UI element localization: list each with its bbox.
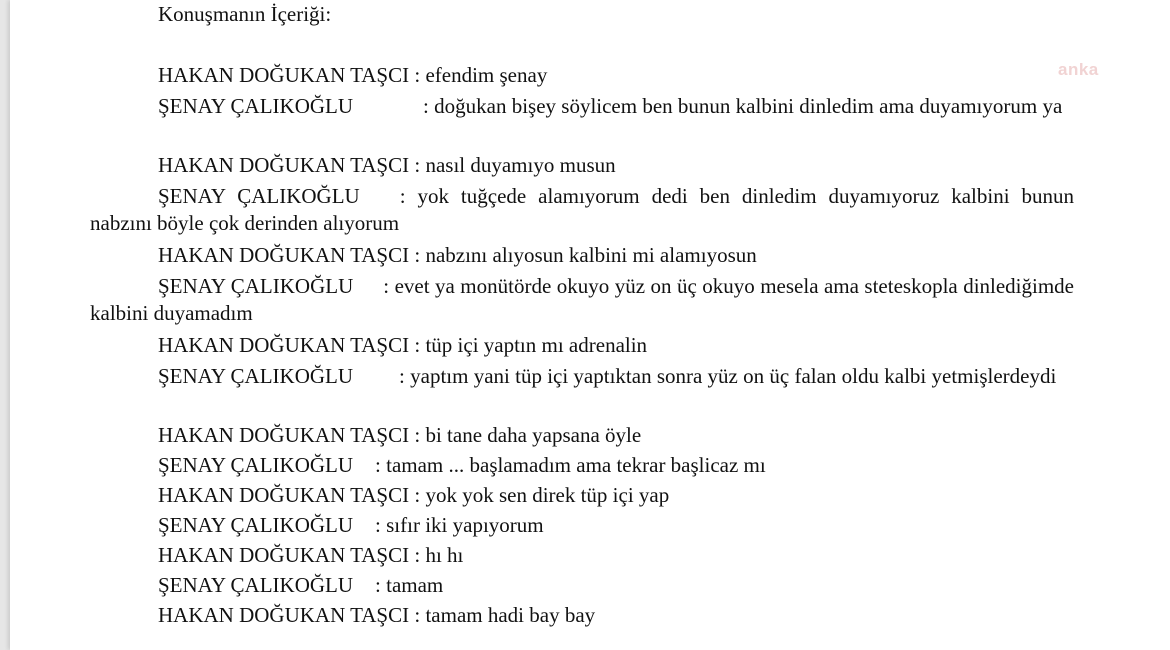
transcript-line xyxy=(90,600,1074,630)
transcript-line xyxy=(90,330,1074,360)
utterance: bi tane daha yapsana öyle xyxy=(425,423,642,447)
speaker-name: HAKAN DOĞUKAN TAŞCI xyxy=(158,603,410,627)
document-page xyxy=(10,0,1170,650)
transcript-line xyxy=(90,180,1074,240)
speaker-name: HAKAN DOĞUKAN TAŞCI xyxy=(158,63,410,87)
utterance: sıfır iki yapıyorum xyxy=(386,513,544,537)
document-heading: Konuşmanın İçeriği: xyxy=(158,2,332,26)
transcript-line xyxy=(90,570,1074,600)
transcript-body xyxy=(90,60,1074,630)
transcript-line xyxy=(90,150,1074,180)
speaker-name: HAKAN DOĞUKAN TAŞCI xyxy=(158,243,410,267)
separator: : xyxy=(409,423,426,447)
separator: : xyxy=(409,543,426,567)
utterance: yok tuğçede alamıyorum dedi ben dinledim duyamıyoruz kalbini bunun nabzını böyle çok derinden alıyorum xyxy=(90,184,1074,235)
separator: : xyxy=(375,513,387,537)
separator: : xyxy=(409,483,426,507)
anka-watermark: anka xyxy=(1058,60,1099,79)
speaker-name: ŞENAY ÇALIKOĞLU xyxy=(158,513,354,537)
separator: : xyxy=(383,274,395,298)
speaker-name: HAKAN DOĞUKAN TAŞCI xyxy=(158,423,410,447)
transcript-line xyxy=(90,60,1074,90)
utterance: nasıl duyamıyo musun xyxy=(425,153,616,177)
transcript-line xyxy=(90,240,1074,270)
transcript-line xyxy=(90,450,1074,480)
speaker-name: ŞENAY ÇALIKOĞLU xyxy=(158,184,360,208)
transcript-line xyxy=(90,270,1074,330)
utterance: hı hı xyxy=(425,543,464,567)
utterance: tamam hadi bay bay xyxy=(425,603,596,627)
separator: : xyxy=(409,153,426,177)
transcript-line xyxy=(90,360,1074,420)
transcript-line xyxy=(90,480,1074,510)
utterance: yok yok sen direk tüp içi yap xyxy=(425,483,670,507)
speaker-name: HAKAN DOĞUKAN TAŞCI xyxy=(158,543,410,567)
speaker-name: ŞENAY ÇALIKOĞLU xyxy=(158,364,354,388)
transcript-line xyxy=(90,420,1074,450)
transcript-line xyxy=(90,540,1074,570)
separator: : xyxy=(409,63,426,87)
utterance: evet ya monütörde okuyo yüz on üç okuyo mesela ama steteskopla dinlediğimde kalbini duyamadım xyxy=(90,274,1075,325)
speaker-name: HAKAN DOĞUKAN TAŞCI xyxy=(158,153,410,177)
separator: : xyxy=(399,364,411,388)
speaker-name: ŞENAY ÇALIKOĞLU xyxy=(158,453,354,477)
transcript-line xyxy=(90,90,1074,150)
separator: : xyxy=(423,94,435,118)
utterance: tamam ... başlamadım ama tekrar başlicaz mı xyxy=(386,453,766,477)
separator: : xyxy=(399,184,418,208)
separator: : xyxy=(409,333,426,357)
speaker-name: ŞENAY ÇALIKOĞLU xyxy=(158,274,354,298)
transcript-line xyxy=(90,510,1074,540)
utterance: efendim şenay xyxy=(425,63,548,87)
separator: : xyxy=(375,453,387,477)
separator: : xyxy=(409,243,426,267)
separator: : xyxy=(375,573,387,597)
utterance: tamam xyxy=(386,573,444,597)
utterance: tüp içi yaptın mı adrenalin xyxy=(425,333,648,357)
separator: : xyxy=(409,603,426,627)
speaker-name: ŞENAY ÇALIKOĞLU xyxy=(158,94,354,118)
speaker-name: HAKAN DOĞUKAN TAŞCI xyxy=(158,333,410,357)
utterance: yaptım yani tüp içi yaptıktan sonra yüz on üç falan oldu kalbi yetmişlerdeydi xyxy=(410,364,1057,388)
utterance: nabzını alıyosun kalbini mi alamıyosun xyxy=(425,243,757,267)
speaker-name: ŞENAY ÇALIKOĞLU xyxy=(158,573,354,597)
utterance: doğukan bişey söylicem ben bunun kalbini dinledim ama duyamıyorum ya xyxy=(434,94,1063,118)
speaker-name: HAKAN DOĞUKAN TAŞCI xyxy=(158,483,410,507)
